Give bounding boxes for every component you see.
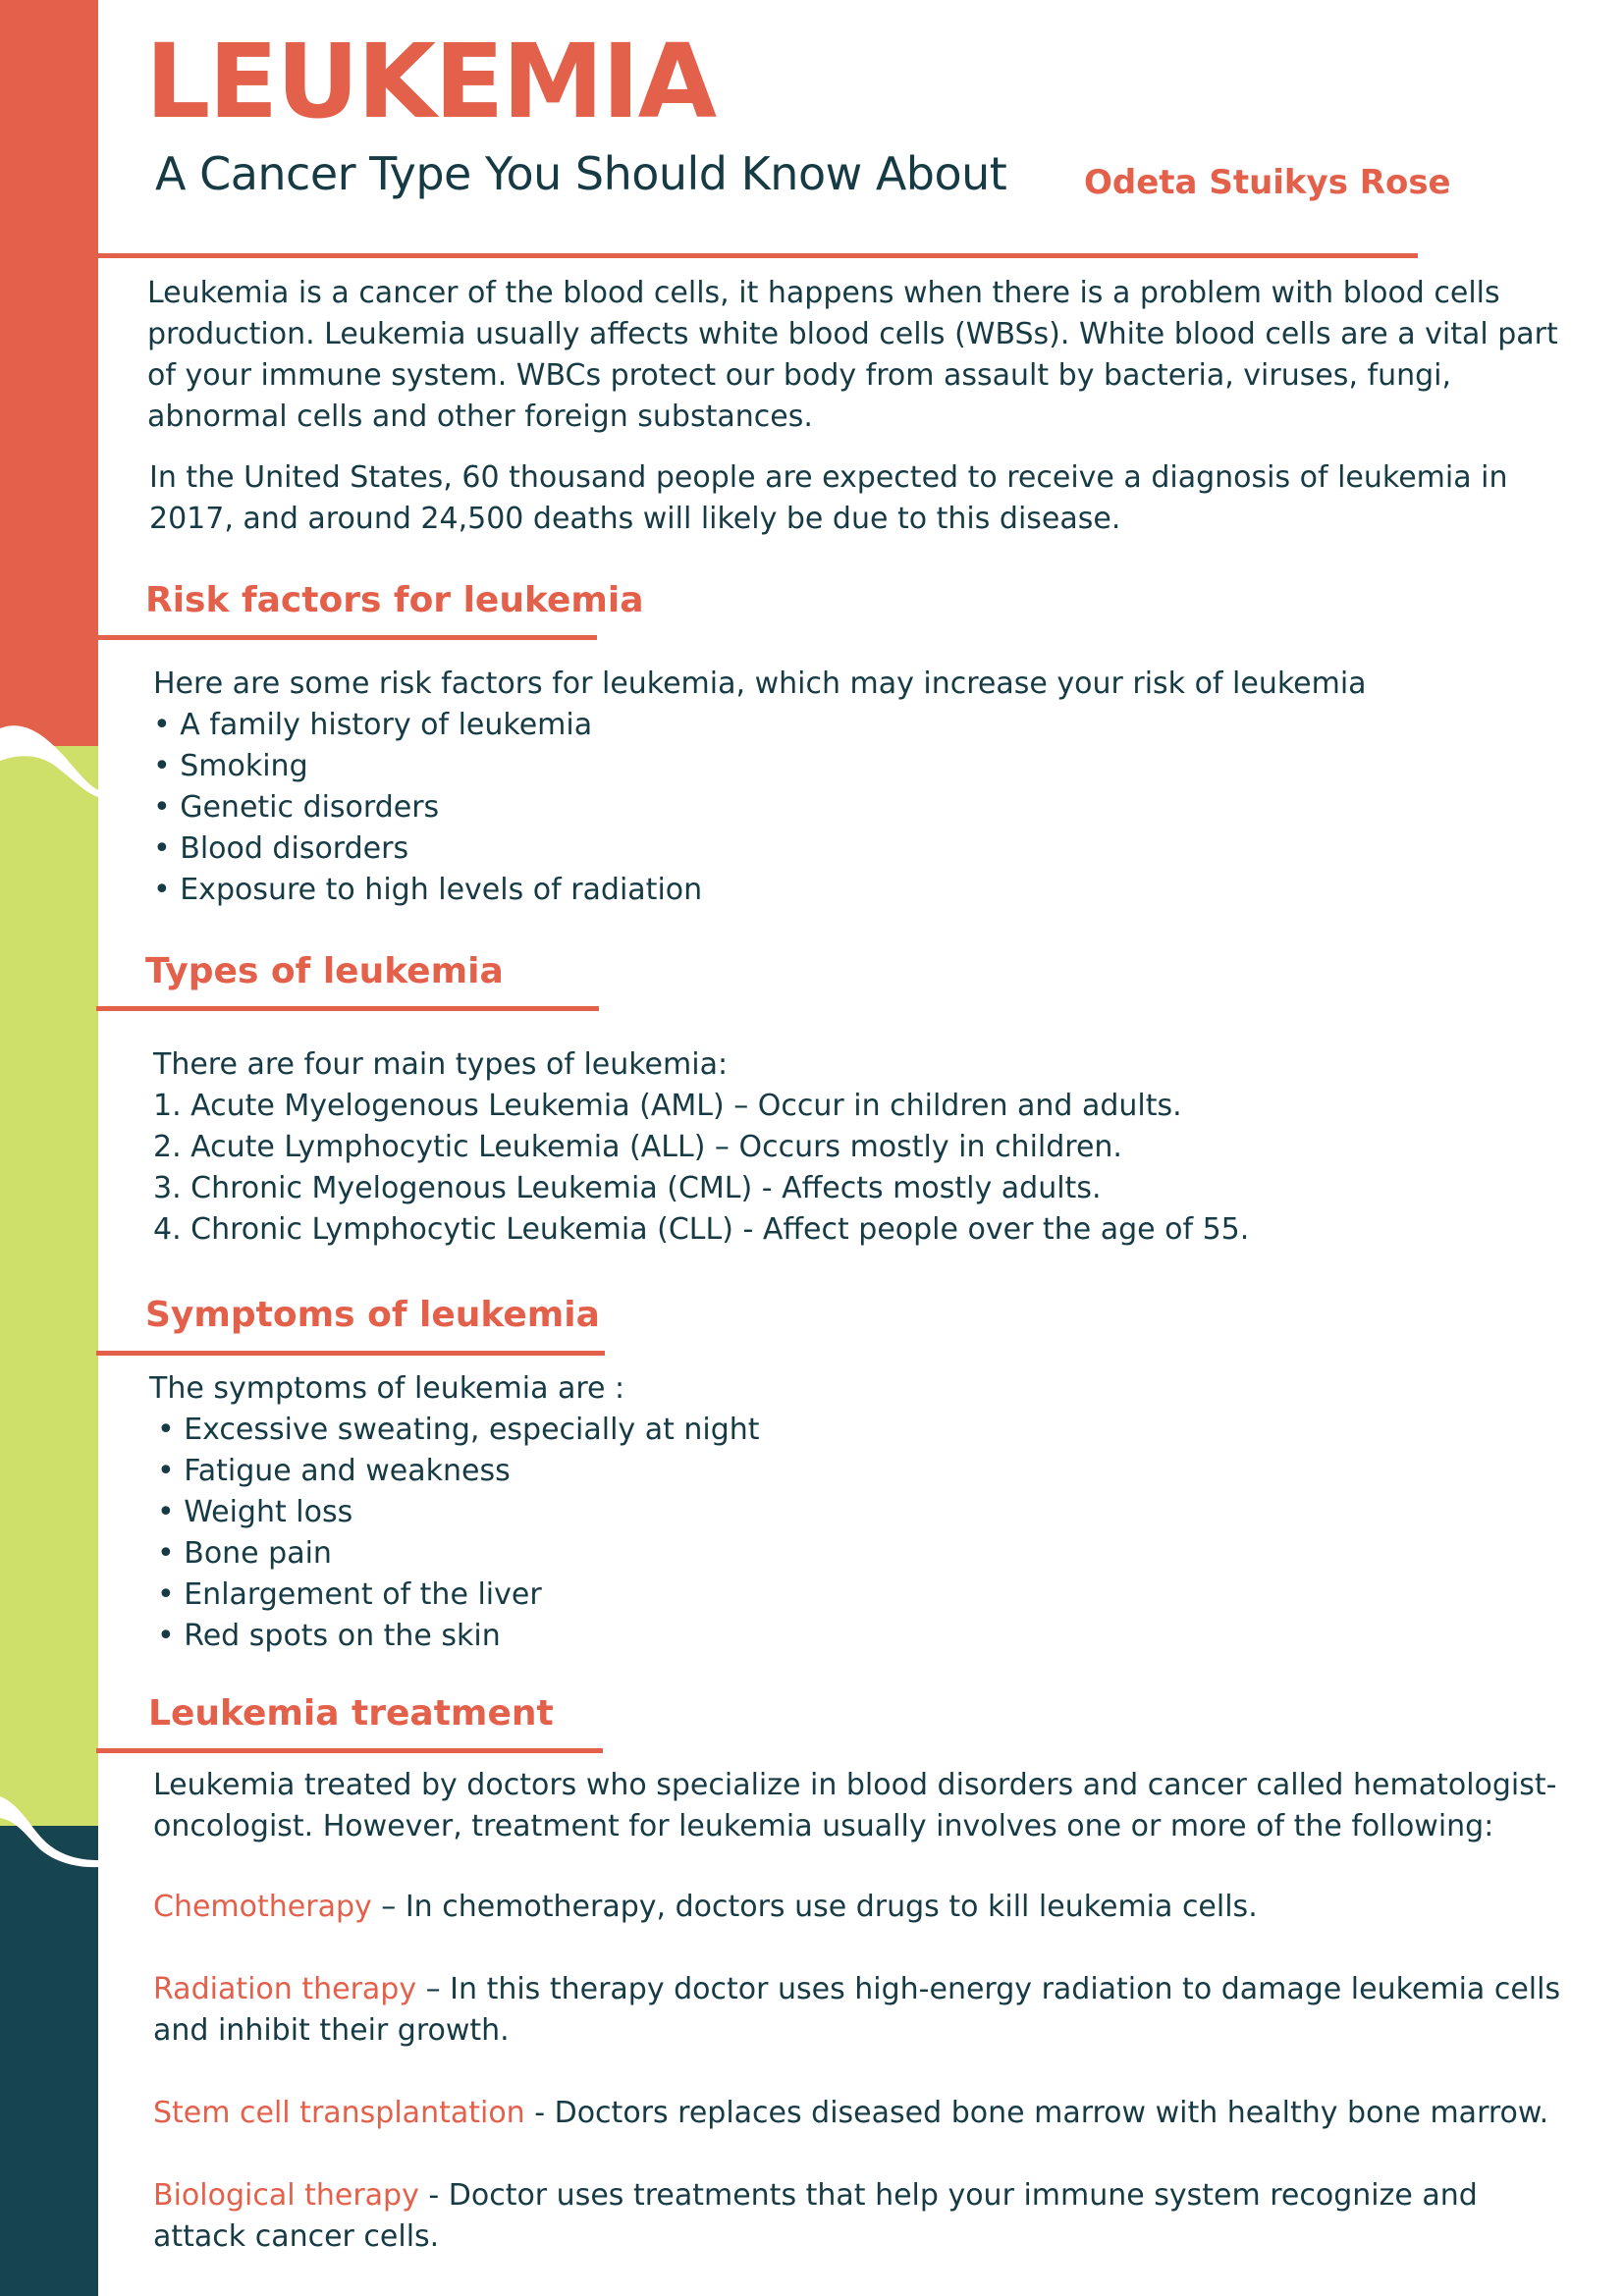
symptoms-divider [96,1351,605,1356]
list-item: • A family history of leukemia [153,708,593,742]
list-item: • Red spots on the skin [157,1619,501,1653]
types-divider [96,1006,599,1011]
band-coral [0,0,98,785]
treatment-description: - Doctor uses treatments that help your immune system recognize and attack cancer cells. [153,2178,1478,2254]
treatment-intro: Leukemia treated by doctors who specialize in blood disorders and cancer called hematologist-oncologist. However, treatment for leukemia usually involves one or more of the following: [153,1768,1557,1843]
list-item: 4. Chronic Lymphocytic Leukemia (CLL) - Affect people over the age of 55. [153,1212,1250,1247]
list-item: 1. Acute Myelogenous Leukemia (AML) – Occur in children and adults. [153,1089,1182,1123]
symptoms-heading: Symptoms of leukemia [145,1295,600,1335]
treatment-item-biological [153,2175,1567,2258]
types-intro: There are four main types of leukemia: [153,1047,729,1082]
left-color-band [0,0,98,2296]
treatment-heading: Leukemia treatment [148,1693,554,1734]
band-teal [0,1826,98,2296]
risk-factors-heading: Risk factors for leukemia [145,580,644,620]
treatment-item-chemotherapy [153,1887,1597,1928]
symptoms-intro: The symptoms of leukemia are : [149,1371,625,1406]
treatment-term: Biological therapy [153,2178,419,2213]
band-lime [0,746,98,1865]
symptoms-list [157,1410,760,1657]
list-item: • Enlargement of the liver [157,1577,542,1612]
intro-paragraph-2: In the United States, 60 thousand people are expected to receive a diagnosis of leukemia in 2017, and around 24,500 deaths will likely be due to this disease. [149,460,1508,536]
list-item: • Smoking [153,749,308,783]
treatment-description: - Doctors replaces diseased bone marrow with healthy bone marrow. [524,2096,1549,2130]
treatment-item-radiation [153,1969,1606,2052]
risk-factors-intro: Here are some risk factors for leukemia, which may increase your risk of leukemia [153,667,1367,701]
treatment-description: – In chemotherapy, doctors use drugs to kill leukemia cells. [371,1890,1258,1924]
treatment-description: – In this therapy doctor uses high-energy radiation to damage leukemia cells and inhibit their growth. [153,1972,1561,2048]
list-item: • Fatigue and weakness [157,1454,511,1488]
treatment-divider [96,1748,603,1753]
list-item: • Excessive sweating, especially at night [157,1413,760,1447]
treatment-term: Chemotherapy [153,1890,372,1924]
header-divider [96,253,1418,258]
page-title: LEUKEMIA [145,22,716,141]
list-item: • Blood disorders [153,831,409,866]
list-item: • Exposure to high levels of radiation [153,873,703,907]
risk-factors-list [153,705,702,911]
treatment-term: Stem cell transplantation [153,2096,525,2130]
list-item: • Genetic disorders [153,790,440,825]
list-item: 2. Acute Lymphocytic Leukemia (ALL) – Occurs mostly in children. [153,1130,1122,1164]
risk-factors-divider [96,635,597,640]
treatment-item-stem-cell [153,2093,1597,2134]
intro-paragraph-1: Leukemia is a cancer of the blood cells, it happens when there is a problem with blood cells production. Leukemia usually affects white blood cells (WBSs). White blood cells are a vital part of your immune system. WBCs protect our body from assault by bacteria, viruses, fungi, abnormal cells and other foreign substances. [147,276,1558,434]
list-item: • Weight loss [157,1495,353,1529]
list-item: 3. Chronic Myelogenous Leukemia (CML) - Affects mostly adults. [153,1171,1102,1205]
page-subtitle: A Cancer Type You Should Know About [155,147,1007,200]
types-heading: Types of leukemia [145,951,504,991]
list-item: • Bone pain [157,1536,332,1571]
author-name: Odeta Stuikys Rose [1084,163,1451,202]
types-list [153,1086,1249,1251]
treatment-term: Radiation therapy [153,1972,417,2006]
